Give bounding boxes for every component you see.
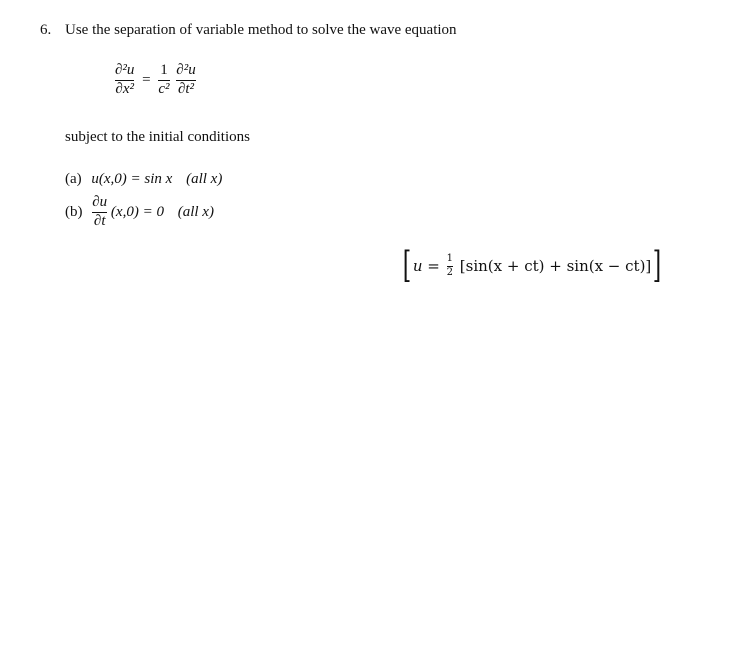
condition-a <box>65 171 222 188</box>
subject-text: subject to the initial conditions <box>65 129 250 145</box>
condition-a-expr: u(x,0) = sin x <box>91 171 173 187</box>
equals-sign: = <box>142 71 151 88</box>
answer-half-den: 2 <box>446 266 453 278</box>
condition-b-expr: (x,0) = 0 <box>110 203 164 220</box>
rhs-fraction <box>176 63 195 98</box>
lhs-denominator: ∂x² <box>115 80 134 97</box>
problem-number: 6. <box>40 22 52 38</box>
rhs-denominator: ∂t² <box>177 80 195 97</box>
answer-right-bracket: ] <box>652 245 662 286</box>
wave-equation <box>115 63 196 98</box>
coef-denominator: c² <box>158 80 170 97</box>
answer-left-bracket: [ <box>402 245 412 286</box>
condition-b-deriv-num: ∂u <box>92 194 108 210</box>
condition-a-note: (all x) <box>186 171 223 187</box>
lhs-numerator: ∂²u <box>115 62 135 78</box>
coef-numerator: 1 <box>160 62 168 78</box>
condition-b-derivative <box>92 195 107 230</box>
condition-b-note: (all x) <box>177 203 214 220</box>
coef-fraction <box>158 63 169 98</box>
condition-b-deriv-den: ∂t <box>93 212 106 229</box>
rhs-numerator: ∂²u <box>176 62 196 78</box>
condition-b <box>65 195 214 230</box>
condition-b-label: (b) <box>65 203 83 220</box>
answer-left: u = <box>412 257 440 275</box>
answer <box>400 245 664 286</box>
condition-a-label: (a) <box>65 171 82 187</box>
answer-half-num: 1 <box>446 253 453 264</box>
answer-half <box>447 254 453 278</box>
answer-right: [sin(x + ct) + sin(x − ct)] <box>459 257 652 275</box>
problem-statement: Use the separation of variable method to solve the wave equation <box>65 22 457 38</box>
lhs-fraction <box>115 63 134 98</box>
